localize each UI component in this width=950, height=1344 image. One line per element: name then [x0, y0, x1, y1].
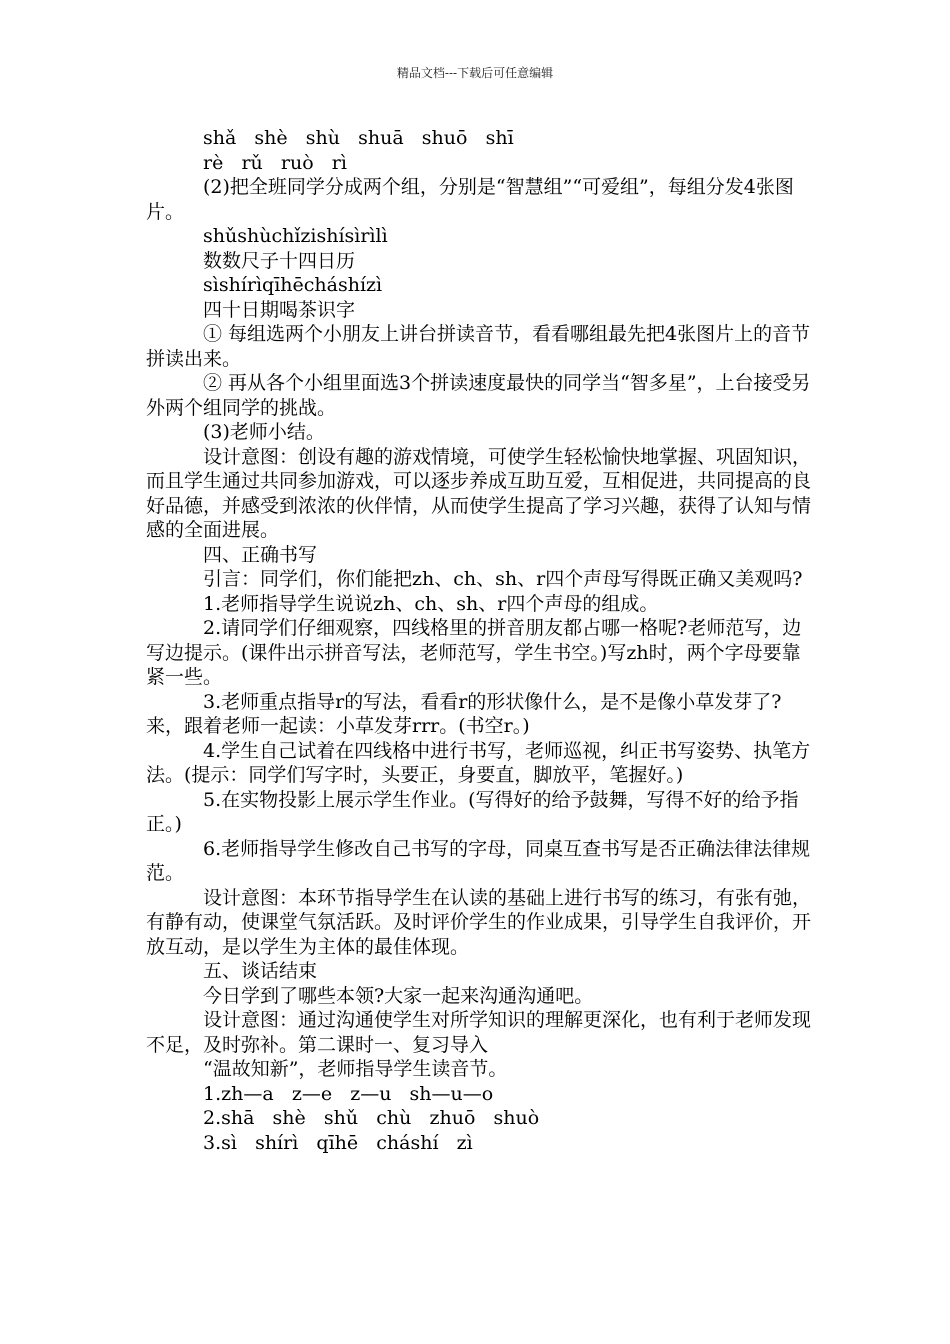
paragraph: 设计意图：本环节指导学生在认读的基础上进行书写的练习，有张有弛，有静有动，使课堂气氛活跃。及时评价学生的作业成果，引导学生自我评价，开放互动，是以学生为主体的最佳体现。	[146, 886, 812, 958]
paragraph: 今日学到了哪些本领?大家一起来沟通沟通吧。	[203, 984, 594, 1007]
pinyin-line: shǔshùchǐzishísìrìlì	[203, 225, 388, 247]
paragraph: 设计意图：通过沟通使学生对所学知识的理解更深化，也有利于老师发现不足，及时弥补。第二课时一、复习导入	[146, 1009, 812, 1056]
section-heading: 五、谈话结束	[203, 960, 318, 982]
pinyin-line: 2.shā shè shǔ chù zhuō shuò	[203, 1107, 540, 1129]
paragraph: (2)把全班同学分成两个组，分别是“智慧组”“可爱组”，每组分发4张图片。	[146, 176, 794, 223]
paragraph: 5.在实物投影上展示学生作业。(写得好的给予鼓舞，写得不好的给予指正。)	[146, 788, 799, 835]
word-line: 数数尺子十四日历	[203, 249, 356, 272]
pinyin-line: sìshírìqīhēcháshízì	[203, 274, 383, 296]
paragraph: ① 每组选两个小朋友上讲台拼读音节，看看哪组最先把4张图片上的音节拼读出来。	[146, 323, 811, 370]
section-heading: 四、正确书写	[203, 543, 318, 566]
paragraph: 2.请同学们仔细观察，四线格里的拼音朋友都占哪一格呢?老师范写，边写边提示。(课件出示拼音写法，老师范写，学生书空。)写zh时，两个字母要靠紧一些。	[146, 617, 802, 688]
paragraph: 引言：同学们，你们能把zh、ch、sh、r四个声母写得既正确又美观吗?	[203, 568, 803, 590]
paragraph: ② 再从各个小组里面选3个拼读速度最快的同学当“智多星”，上台接受另外两个组同学的挑战。	[146, 372, 811, 419]
pinyin-line: rè rǔ ruò rì	[203, 151, 347, 174]
paragraph: 4.学生自己试着在四线格中进行书写，老师巡视，纠正书写姿势、执笔方法。(提示：同学们写字时，头要正，身要直，脚放平，笔握好。)	[146, 739, 811, 786]
paragraph: (3)老师小结。	[203, 421, 325, 443]
paragraph: 设计意图：创设有趣的游戏情境，可使学生轻松愉快地掌握、巩固知识，而且学生通过共同参加游戏，可以逐步养成互助互爱，互相促进，共同提高的良好品德，并感受到浓浓的伙伴情，从而使学生提高了学习兴趣，获得了认知与情感的全面进展。	[146, 445, 812, 541]
paragraph: “温故知新”，老师指导学生读音节。	[203, 1058, 508, 1080]
paragraph: 1.老师指导学生说说zh、ch、sh、r四个声母的组成。	[203, 592, 659, 615]
word-line: 四十日期喝茶识字	[203, 298, 356, 321]
paragraph: 3.老师重点指导r的写法，看看r的形状像什么，是不是像小草发芽了?来，跟着老师一起读：小草发芽rrr。(书空r。)	[146, 690, 782, 737]
pinyin-line: 1.zh—a z—e z—u sh—u—o	[203, 1082, 494, 1105]
document-body	[146, 126, 818, 1155]
page-header: 精品文档---下载后可任意编辑	[396, 66, 554, 80]
paragraph: 6.老师指导学生修改自己书写的字母，同桌互查书写是否正确法律法律规范。	[146, 837, 811, 884]
pinyin-line: 3.sì shírì qīhē cháshí zì	[203, 1131, 473, 1154]
pinyin-line: shǎ shè shù shuā shuō shī	[203, 127, 514, 149]
